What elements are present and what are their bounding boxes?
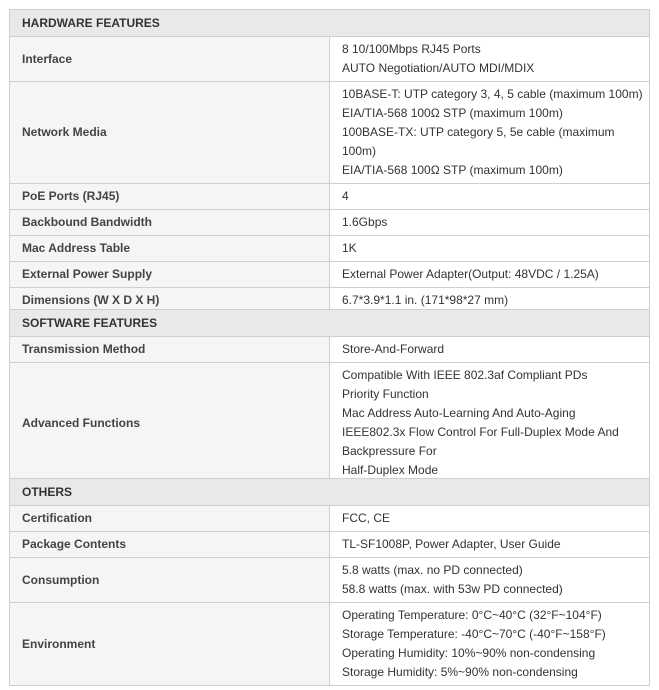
- value-line: EIA/TIA-568 100Ω STP (maximum 100m): [342, 106, 563, 120]
- value-line: Mac Address Auto-Learning And Auto-Aging: [342, 406, 576, 420]
- table-row: [10, 506, 650, 532]
- value-line: 1K: [342, 241, 357, 255]
- value-line: Operating Temperature: 0°C~40°C (32°F~104°F): [342, 608, 602, 622]
- table-row: [10, 210, 650, 236]
- table-row: [10, 236, 650, 262]
- value-line: Compatible With IEEE 802.3af Compliant PDs: [342, 368, 588, 382]
- value-line: Store-And-Forward: [342, 342, 445, 356]
- value-line: Storage Humidity: 5%~90% non-condensing: [342, 665, 578, 679]
- table-row: [10, 337, 650, 363]
- row-label: External Power Supply: [10, 262, 330, 288]
- row-label: Transmission Method: [10, 337, 330, 363]
- section-title: OTHERS: [10, 479, 650, 506]
- value-line: 58.8 watts (max. with 53w PD connected): [342, 582, 563, 596]
- value-line: 5.8 watts (max. no PD connected): [342, 563, 523, 577]
- value-line: 100BASE-TX: UTP category 5, 5e cable (maximum 100m): [342, 125, 615, 158]
- row-value: [330, 532, 650, 558]
- row-label: Package Contents: [10, 532, 330, 558]
- others-table: [9, 478, 650, 686]
- value-line: Storage Temperature: -40°C~70°C (-40°F~158°F): [342, 627, 606, 641]
- row-label: Dimensions (W X D X H): [10, 288, 330, 314]
- row-value: [330, 262, 650, 288]
- row-value: [330, 82, 650, 184]
- table-row: [10, 532, 650, 558]
- value-line: 6.7*3.9*1.1 in. (171*98*27 mm): [342, 293, 509, 307]
- table-row: [10, 82, 650, 184]
- row-value: [330, 363, 650, 484]
- row-value: [330, 603, 650, 686]
- row-value: [330, 184, 650, 210]
- section-title: HARDWARE FEATURES: [10, 10, 650, 37]
- row-label: Interface: [10, 37, 330, 82]
- value-line: Priority Function: [342, 387, 429, 401]
- value-line: 10BASE-T: UTP category 3, 4, 5 cable (maximum 100m): [342, 87, 643, 101]
- row-label: Backbound Bandwidth: [10, 210, 330, 236]
- value-line: Half-Duplex Mode: [342, 463, 439, 477]
- value-line: AUTO Negotiation/AUTO MDI/MDIX: [342, 61, 535, 75]
- value-line: IEEE802.3x Flow Control For Full-Duplex Mode And Backpressure For: [342, 425, 619, 458]
- row-label: Consumption: [10, 558, 330, 603]
- row-value: [330, 558, 650, 603]
- table-row: [10, 363, 650, 484]
- row-value: [330, 37, 650, 82]
- row-label: Network Media: [10, 82, 330, 184]
- value-line: FCC, CE: [342, 511, 390, 525]
- value-line: 8 10/100Mbps RJ45 Ports: [342, 42, 481, 56]
- row-label: PoE Ports (RJ45): [10, 184, 330, 210]
- hardware-features-table: [9, 9, 650, 314]
- value-line: TL-SF1008P, Power Adapter, User Guide: [342, 537, 561, 551]
- row-label: Advanced Functions: [10, 363, 330, 484]
- value-line: External Power Adapter(Output: 48VDC / 1.25A): [342, 267, 599, 281]
- row-label: Certification: [10, 506, 330, 532]
- table-row: [10, 603, 650, 686]
- table-row: [10, 262, 650, 288]
- row-value: [330, 236, 650, 262]
- table-row: [10, 37, 650, 82]
- row-value: [330, 210, 650, 236]
- software-features-table: [9, 309, 650, 484]
- row-value: [330, 337, 650, 363]
- value-line: EIA/TIA-568 100Ω STP (maximum 100m): [342, 163, 563, 177]
- row-label: Mac Address Table: [10, 236, 330, 262]
- row-label: Environment: [10, 603, 330, 686]
- value-line: 1.6Gbps: [342, 215, 388, 229]
- table-row: [10, 184, 650, 210]
- section-title: SOFTWARE FEATURES: [10, 310, 650, 337]
- table-row: [10, 558, 650, 603]
- row-value: [330, 506, 650, 532]
- value-line: 4: [342, 189, 349, 203]
- value-line: Operating Humidity: 10%~90% non-condensing: [342, 646, 596, 660]
